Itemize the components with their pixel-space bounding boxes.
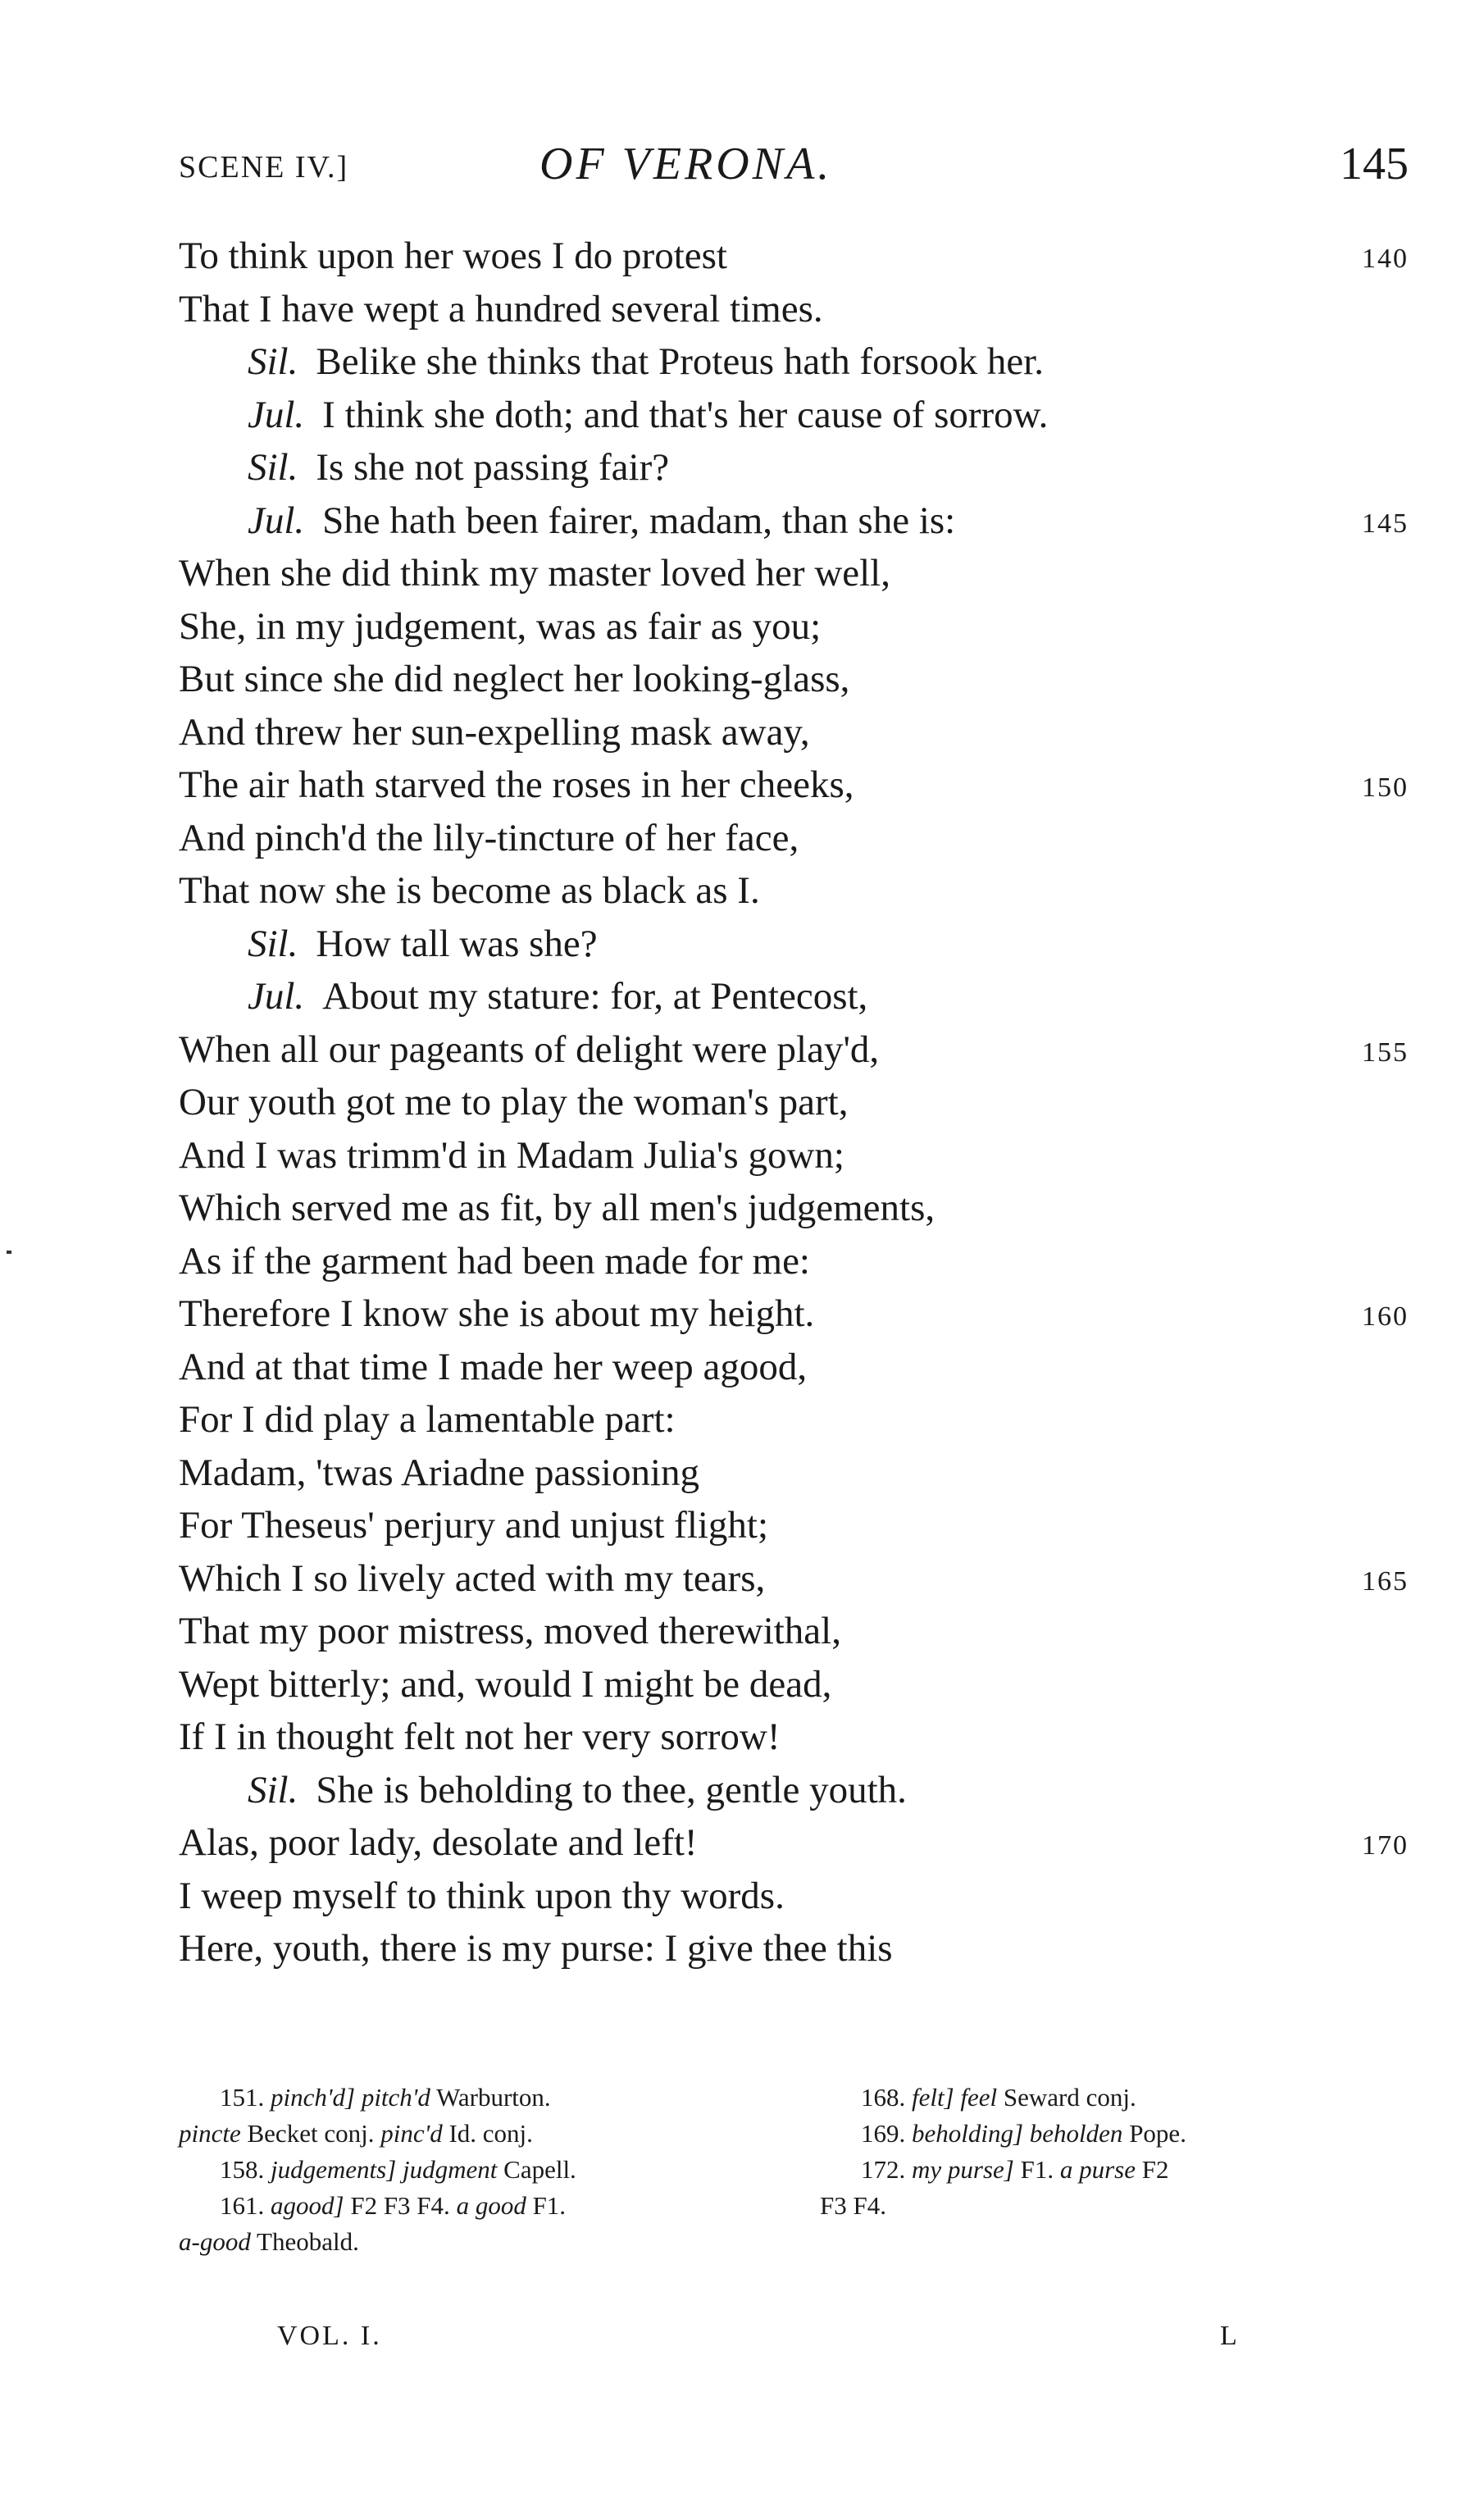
verse-line (179, 1499, 1409, 1552)
line-text: She, in my judgement, was as fair as you; (179, 604, 822, 648)
line-text: The air hath starved the roses in her cheeks, (179, 763, 854, 806)
footnote-text: F2 F3 F4. (344, 2191, 457, 2220)
footnote-text: Becket conj. (240, 2119, 381, 2148)
footnote-reading: a good (456, 2191, 526, 2220)
footnote-line (820, 2116, 1427, 2152)
speaker-name: Jul. (248, 393, 305, 436)
line-text: She hath been fairer, madam, than she is: (322, 499, 956, 542)
page-footer (179, 2321, 1409, 2362)
line-text: When she did think my master loved her well, (179, 552, 890, 595)
line-text: And threw her sun-expelling mask away, (179, 710, 810, 754)
verse-line (179, 1287, 1409, 1341)
footnote-text: 151. (220, 2083, 271, 2112)
line-text: When all our pageants of delight were play'd, (179, 1027, 880, 1071)
running-title: OF VERONA. (539, 139, 833, 189)
footnote-text: F1. (526, 2191, 567, 2220)
verse-line (179, 1552, 1409, 1606)
verse-line (179, 653, 1409, 706)
line-number: 155 (1362, 1037, 1409, 1068)
verse-line (179, 335, 1409, 389)
verse-line (179, 970, 1409, 1023)
footnote-text: 172. (861, 2155, 912, 2184)
footnote-line (179, 2224, 818, 2260)
verse-line (179, 283, 1409, 336)
footnote-text: F3 F4. (820, 2191, 886, 2220)
line-text: I think she doth; and that's her cause of sorrow. (322, 393, 1049, 436)
verse-line (179, 706, 1409, 759)
footnote-line (179, 2116, 818, 2152)
footnote-reading: pinch'd] pitch'd (271, 2083, 430, 2112)
footnote-line (179, 2152, 818, 2188)
line-number: 170 (1362, 1830, 1409, 1861)
line-text: And at that time I made her weep agood, (179, 1345, 808, 1388)
footnote-text: Warburton. (430, 2083, 551, 2112)
line-text: Which I so lively acted with my tears, (179, 1556, 766, 1600)
line-text: That now she is become as black as I. (179, 869, 760, 912)
line-text: About my stature: for, at Pentecost, (322, 975, 868, 1018)
footnote-text: F2 (1136, 2155, 1169, 2184)
verse-line (179, 1235, 1409, 1288)
verse-line (179, 1816, 1409, 1870)
line-text: Alas, poor lady, desolate and left! (179, 1821, 698, 1864)
line-text: And pinch'd the lily-tincture of her face, (179, 816, 799, 859)
footnote-reading: felt] feel (912, 2083, 998, 2112)
line-text: That my poor mistress, moved therewithal, (179, 1610, 841, 1652)
footnote-reading: a-good (179, 2227, 251, 2256)
footnote-text: Capell. (497, 2155, 576, 2184)
footnote-text: Seward conj. (997, 2083, 1136, 2112)
verse-line (179, 1182, 1409, 1235)
line-text: That I have wept a hundred several times. (179, 287, 823, 330)
verse-line (179, 494, 1409, 548)
footnote-reading: agood] (271, 2191, 344, 2220)
speaker-name: Jul. (248, 975, 305, 1018)
footnote-text: 168. (861, 2083, 912, 2112)
line-text: For I did play a lamentable part: (179, 1398, 676, 1441)
verse-line (179, 1658, 1409, 1711)
verse-line (179, 600, 1409, 654)
verse-line (179, 1711, 1409, 1764)
speaker-name: Jul. (248, 499, 305, 542)
line-text: Here, youth, there is my purse: I give thee this (179, 1927, 893, 1970)
verse-line (179, 389, 1409, 442)
footnote-reading: beholding] beholden (912, 2119, 1123, 2148)
speaker-name: Sil. (248, 340, 298, 383)
line-text: Our youth got me to play the woman's part, (179, 1081, 849, 1123)
line-text: To think upon her woes I do protest (179, 235, 727, 277)
margin-speck (7, 1251, 11, 1254)
line-text: As if the garment had been made for me: (179, 1239, 810, 1283)
line-text: If I in thought felt not her very sorrow! (179, 1715, 781, 1758)
verse-line (179, 1341, 1409, 1394)
verse-line (179, 547, 1409, 600)
line-text: For Theseus' perjury and unjust flight; (179, 1504, 769, 1547)
verse-line (179, 759, 1409, 812)
footnote-reading: judgements] judgment (271, 2155, 498, 2184)
footnote-line (179, 2080, 818, 2116)
footnote-text: Theobald. (250, 2227, 359, 2256)
line-text: Wept bitterly; and, would I might be dead, (179, 1662, 832, 1706)
verse-line (179, 1605, 1409, 1658)
verse-line (179, 1764, 1409, 1817)
speaker-name: Sil. (248, 922, 298, 965)
line-text: But since she did neglect her looking-glass, (179, 658, 850, 700)
footnote-text: 169. (861, 2119, 912, 2148)
speaker-name: Sil. (248, 446, 298, 489)
footnote-text: 158. (220, 2155, 271, 2184)
verse-line (179, 1023, 1409, 1077)
verse-line (179, 918, 1409, 971)
line-number: 150 (1362, 772, 1409, 803)
volume-label: VOL. I. (277, 2321, 382, 2351)
line-number: 145 (1362, 508, 1409, 539)
notes-column-right (820, 2080, 1427, 2224)
line-number: 160 (1362, 1301, 1409, 1332)
footnote-text: Id. conj. (442, 2119, 533, 2148)
line-text: Madam, 'twas Ariadne passioning (179, 1451, 700, 1494)
scene-label: SCENE IV.] (179, 150, 349, 185)
verse-line (179, 441, 1409, 494)
page-number: 145 (1340, 139, 1409, 189)
verse-line (179, 1447, 1409, 1500)
line-text: Belike she thinks that Proteus hath forsook her. (316, 340, 1045, 383)
verse-line (179, 864, 1409, 918)
line-number: 165 (1362, 1565, 1409, 1597)
line-text: Therefore I know she is about my height. (179, 1292, 815, 1335)
footnote-reading: a purse (1059, 2155, 1136, 2184)
verse-line (179, 1076, 1409, 1129)
line-text: I weep myself to think upon thy words. (179, 1874, 785, 1917)
line-number: 140 (1362, 244, 1409, 274)
footnote-reading: pincte (179, 2119, 241, 2148)
footnote-reading: my purse] (912, 2155, 1014, 2184)
running-header (179, 138, 1409, 195)
verse-line (179, 1129, 1409, 1182)
line-text: She is beholding to thee, gentle youth. (316, 1768, 907, 1811)
verse-line (179, 230, 1409, 283)
footnote-reading: pinc'd (380, 2119, 443, 2148)
footnote-line (820, 2080, 1427, 2116)
verse-line (179, 1870, 1409, 1923)
notes-column-left (179, 2080, 818, 2260)
verse-line (179, 1393, 1409, 1447)
signature-mark: L (1220, 2321, 1240, 2351)
footnote-text: Pope. (1122, 2119, 1186, 2148)
line-text: Which served me as fit, by all men's judgements, (179, 1187, 935, 1229)
verse-text (179, 230, 1409, 1975)
footnote-line (179, 2188, 818, 2224)
verse-line (179, 1922, 1409, 1975)
line-text: Is she not passing fair? (316, 446, 670, 489)
footnote-text: 161. (220, 2191, 271, 2220)
line-text: How tall was she? (316, 922, 598, 965)
footnote-line (820, 2188, 1427, 2224)
footnote-line (820, 2152, 1427, 2188)
speaker-name: Sil. (248, 1768, 298, 1811)
line-text: And I was trimm'd in Madam Julia's gown; (179, 1133, 844, 1177)
verse-line (179, 812, 1409, 865)
footnote-text: F1. (1013, 2155, 1060, 2184)
